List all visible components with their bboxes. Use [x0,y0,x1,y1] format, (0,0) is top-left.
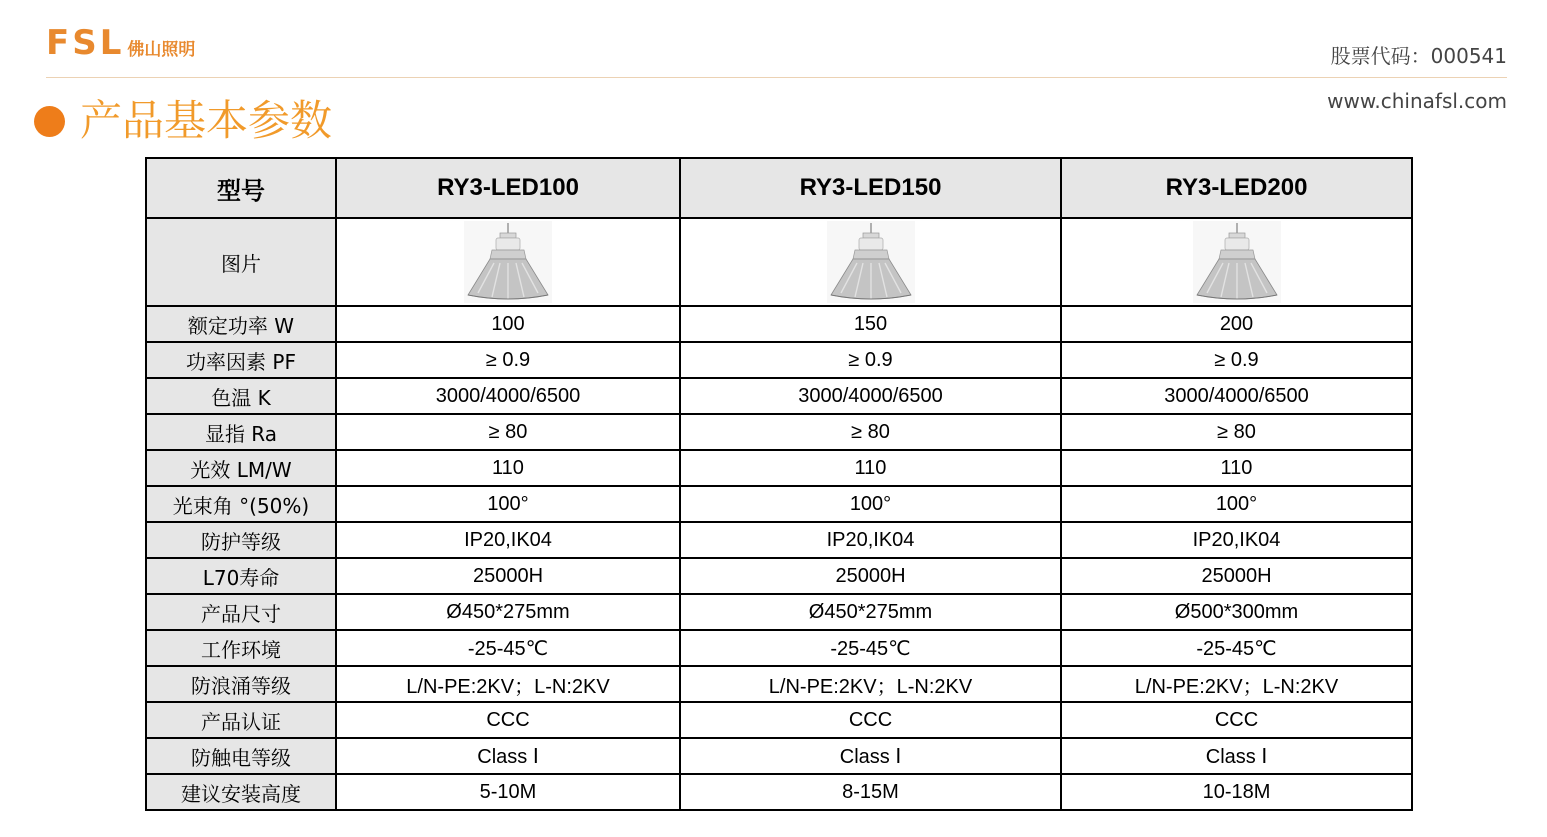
row-value: -25-45℃ [680,630,1061,666]
row-value: 3000/4000/6500 [336,378,680,414]
bullet-dot-icon [34,106,65,137]
row-value: CCC [680,702,1061,738]
row-value: 110 [1061,450,1412,486]
table-row [146,486,1412,522]
company-logo [46,23,196,63]
row-value: 110 [680,450,1061,486]
row-value: ≥ 0.9 [680,342,1061,378]
logo-company-name: 佛山照明 [127,40,196,60]
row-value: ≥ 80 [1061,414,1412,450]
row-label: 光效 LM/W [146,450,336,486]
table-row [146,630,1412,666]
row-label: 防护等级 [146,522,336,558]
row-label: 建议安装高度 [146,774,336,810]
param-header: 型号 [146,158,336,218]
model-header: RY3-LED150 [680,158,1061,218]
model-header: RY3-LED100 [336,158,680,218]
row-value: ≥ 80 [336,414,680,450]
row-value: Class Ⅰ [680,738,1061,774]
row-value: L/N-PE:2KV；L-N:2KV [336,666,680,702]
row-label: 防浪涌等级 [146,666,336,702]
product-image-cell [680,218,1061,306]
table-row [146,666,1412,702]
table-row [146,558,1412,594]
row-label: 工作环境 [146,630,336,666]
row-label: 产品尺寸 [146,594,336,630]
row-label: L70寿命 [146,558,336,594]
row-value: 25000H [336,558,680,594]
table-row [146,774,1412,810]
product-image-cell [336,218,680,306]
row-label: 功率因素 PF [146,342,336,378]
spec-table [145,157,1413,811]
row-value: 25000H [680,558,1061,594]
header-divider [46,77,1507,78]
row-value: -25-45℃ [336,630,680,666]
highbay-lamp-icon [464,221,552,303]
table-row [146,738,1412,774]
row-value: Ø500*300mm [1061,594,1412,630]
row-value: ≥ 0.9 [336,342,680,378]
row-value: IP20,IK04 [1061,522,1412,558]
row-value: 8-15M [680,774,1061,810]
highbay-lamp-icon [827,221,915,303]
row-value: Class Ⅰ [1061,738,1412,774]
row-value: -25-45℃ [1061,630,1412,666]
row-value: IP20,IK04 [336,522,680,558]
row-value: 10-18M [1061,774,1412,810]
section-title: 产品基本参数 [80,96,333,145]
row-value: 3000/4000/6500 [1061,378,1412,414]
table-row [146,414,1412,450]
row-value: 100° [1061,486,1412,522]
table-row [146,450,1412,486]
row-value: 3000/4000/6500 [680,378,1061,414]
model-header: RY3-LED200 [1061,158,1412,218]
table-row [146,378,1412,414]
row-value: 110 [336,450,680,486]
table-header-row [146,158,1412,218]
product-image-cell [1061,218,1412,306]
row-value: ≥ 80 [680,414,1061,450]
table-row [146,702,1412,738]
row-value: 100 [336,306,680,342]
table-row [146,342,1412,378]
row-value: Ø450*275mm [680,594,1061,630]
row-value: L/N-PE:2KV；L-N:2KV [680,666,1061,702]
image-row [146,218,1412,306]
row-value: 100° [336,486,680,522]
row-value: 150 [680,306,1061,342]
table-row [146,522,1412,558]
row-value: L/N-PE:2KV；L-N:2KV [1061,666,1412,702]
row-value: 200 [1061,306,1412,342]
row-value: Ø450*275mm [336,594,680,630]
row-value: IP20,IK04 [680,522,1061,558]
table-row [146,306,1412,342]
row-value: 25000H [1061,558,1412,594]
row-value: Class Ⅰ [336,738,680,774]
logo-mark: FSL [46,23,125,63]
row-value: CCC [1061,702,1412,738]
row-label: 防触电等级 [146,738,336,774]
row-label: 图片 [146,218,336,306]
row-value: 100° [680,486,1061,522]
row-label: 色温 K [146,378,336,414]
row-value: 5-10M [336,774,680,810]
row-label: 显指 Ra [146,414,336,450]
row-label: 产品认证 [146,702,336,738]
row-label: 额定功率 W [146,306,336,342]
row-value: CCC [336,702,680,738]
website-url: www.chinafsl.com [1327,89,1507,113]
stock-code: 股票代码：000541 [1330,44,1507,68]
section-heading [34,96,332,146]
table-row [146,594,1412,630]
row-value: ≥ 0.9 [1061,342,1412,378]
row-label: 光束角 °(50%) [146,486,336,522]
highbay-lamp-icon [1193,221,1281,303]
